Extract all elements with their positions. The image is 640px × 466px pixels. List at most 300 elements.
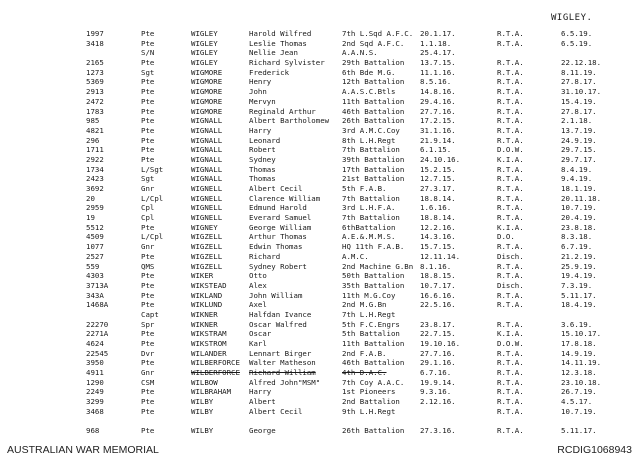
roll-row <box>0 68 640 78</box>
fate: R.T.A. <box>497 184 524 193</box>
given-names: John <box>249 87 267 97</box>
fate-date: 9.4.19. <box>561 174 593 184</box>
surname: WIGNELL <box>191 203 223 213</box>
fate-date: 29.7.15. <box>561 145 597 155</box>
service-number: 1273 <box>86 67 104 77</box>
fate-date: 14.11.19. <box>561 358 602 368</box>
roll-row <box>0 368 640 378</box>
given-names: Albert <box>249 397 276 407</box>
enlistment-date: 27.7.16. <box>420 348 456 358</box>
surname: WIKSTEAD <box>191 280 227 290</box>
enlistment-date: 27.3.17. <box>420 184 456 193</box>
enlistment-date: 25.4.17. <box>420 48 456 58</box>
unit: 17th Battalion <box>342 164 405 174</box>
fate: R.T.A. <box>497 29 524 38</box>
roll-row <box>0 310 640 320</box>
enlistment-date: 16.6.16. <box>420 290 456 300</box>
fate-date: 10.7.19. <box>561 203 597 213</box>
fate-date: 21.2.19. <box>561 251 597 261</box>
enlistment-date: 12.11.14. <box>420 251 461 261</box>
fate-date: 15.10.17. <box>561 329 602 339</box>
service-number: 4821 <box>86 125 104 135</box>
roll-row <box>0 87 640 97</box>
service-number: 1997 <box>86 29 104 38</box>
service-number: 22545 <box>86 348 109 358</box>
unit: 5th Battalion <box>342 329 400 339</box>
roll-row <box>0 126 640 136</box>
unit: 7th Battalion <box>342 193 400 203</box>
rank: Pte <box>141 426 155 436</box>
surname: WIGNEY <box>191 222 218 232</box>
nominal-roll <box>0 29 640 436</box>
surname: WIGNALL <box>191 174 223 184</box>
rank: Sgt <box>141 67 155 77</box>
given-names: Walter Matheson <box>249 358 316 368</box>
enlistment-date: 6.7.16. <box>420 368 452 378</box>
rank: Pte <box>141 96 155 106</box>
service-number: 559 <box>86 261 100 271</box>
enlistment-date: 29.4.16. <box>420 96 456 106</box>
roll-row <box>0 281 640 291</box>
given-names: Albert Cecil <box>249 406 303 416</box>
service-number: 985 <box>86 116 100 126</box>
surname: WIGNELL <box>191 184 223 193</box>
roll-row <box>0 397 640 407</box>
roll-row <box>0 165 640 175</box>
unit: 21st Battalion <box>342 174 405 184</box>
service-number: 2959 <box>86 203 104 213</box>
enlistment-date: 11.1.16. <box>420 67 456 77</box>
fate-date: 10.7.19. <box>561 406 597 416</box>
unit: 2nd Machine G.Bn <box>342 261 414 271</box>
given-names: Thomas <box>249 174 276 184</box>
fate-date: 23.10.18. <box>561 377 602 387</box>
service-number: 3713A <box>86 280 109 290</box>
given-names: Robert <box>249 145 276 155</box>
given-names: Alex <box>249 280 267 290</box>
roll-row <box>0 29 640 39</box>
service-number: 3418 <box>86 38 104 48</box>
enlistment-date: 22.5.16. <box>420 300 456 310</box>
enlistment-date: 31.1.16. <box>420 125 456 135</box>
unit: 29th Battalion <box>342 58 405 68</box>
roll-row <box>0 252 640 262</box>
fate-date: 5.11.17. <box>561 290 597 300</box>
unit: 26th Battalion <box>342 426 405 436</box>
fate: D.O.W. <box>497 145 524 155</box>
service-number: 3950 <box>86 358 104 368</box>
fate: Disch. <box>497 280 524 290</box>
rank: Pte <box>141 387 155 397</box>
fate-date: 7.3.19. <box>561 280 593 290</box>
service-number: 2423 <box>86 174 104 184</box>
given-names: Otto <box>249 271 267 281</box>
rank: Pte <box>141 251 155 261</box>
fate-date: 2.1.18. <box>561 116 593 126</box>
roll-row <box>0 262 640 272</box>
surname: WIGNALL <box>191 164 223 174</box>
fate-date: 18.1.19. <box>561 184 597 193</box>
enlistment-date: 19.10.16. <box>420 339 461 348</box>
unit: 35th Battalion <box>342 280 405 290</box>
fate: R.T.A. <box>497 290 524 300</box>
roll-row <box>0 232 640 242</box>
given-names: Harold Wilfred <box>249 29 312 38</box>
unit: 50th Battalion <box>342 271 405 281</box>
unit: 11th Battalion <box>342 96 405 106</box>
enlistment-date: 10.7.17. <box>420 280 456 290</box>
fate: R.T.A. <box>497 348 524 358</box>
given-names: Edmund Harold <box>249 203 307 213</box>
service-number: 2913 <box>86 87 104 97</box>
fate-date: 25.9.19. <box>561 261 597 271</box>
surname: WIKLAND <box>191 290 223 300</box>
fate-date: 29.7.17. <box>561 154 597 164</box>
roll-row <box>0 39 640 49</box>
fate-date: 12.3.18. <box>561 368 597 378</box>
fate: R.T.A. <box>497 135 524 145</box>
fate: R.T.A. <box>497 193 524 203</box>
given-names: Reginald Arthur <box>249 106 316 116</box>
roll-row <box>0 223 640 233</box>
given-names: George William <box>249 222 312 232</box>
fate: R.T.A. <box>497 358 524 368</box>
given-names: Richard William <box>249 368 316 378</box>
surname: WIKSTROM <box>191 339 227 348</box>
fate-date: 18.4.19. <box>561 300 597 310</box>
rank: Pte <box>141 116 155 126</box>
rank: Pte <box>141 300 155 310</box>
rank: Pte <box>141 106 155 116</box>
surname: WIGNALL <box>191 135 223 145</box>
unit: 11th M.G.Coy <box>342 290 396 300</box>
surname: WIGZELL <box>191 251 223 261</box>
service-number: 4911 <box>86 368 104 378</box>
service-number: 1711 <box>86 145 104 155</box>
fate: R.T.A. <box>497 368 524 378</box>
service-number: 1468A <box>86 300 109 310</box>
service-number: 968 <box>86 426 100 436</box>
roll-row <box>0 107 640 117</box>
enlistment-date: 2.12.16. <box>420 397 456 407</box>
roll-row <box>0 378 640 388</box>
rank: Pte <box>141 280 155 290</box>
fate-date: 27.8.17. <box>561 77 597 87</box>
enlistment-date: 18.8.15. <box>420 271 456 281</box>
roll-row <box>0 58 640 68</box>
given-names: Karl <box>249 339 267 348</box>
roll-row <box>0 349 640 359</box>
rank: Pte <box>141 29 155 38</box>
surname: WILBERFORCE <box>191 358 240 368</box>
roll-row <box>0 329 640 339</box>
fate: R.T.A. <box>497 67 524 77</box>
surname: WIGNALL <box>191 116 223 126</box>
surname: WIGNALL <box>191 125 223 135</box>
fate-date: 20.4.19. <box>561 213 597 223</box>
surname: WIKNER <box>191 309 218 319</box>
surname: WIGMORE <box>191 106 223 116</box>
rank: Pte <box>141 290 155 300</box>
fate: R.T.A. <box>497 116 524 126</box>
unit: 7th L.Sqd A.F.C. <box>342 29 414 38</box>
fate: Disch. <box>497 251 524 261</box>
rank: Dvr <box>141 348 155 358</box>
rank: Cpl <box>141 203 155 213</box>
service-number: 3299 <box>86 397 104 407</box>
unit: A.A.S.C.Btls <box>342 87 396 97</box>
given-names: Henry <box>249 77 272 87</box>
enlistment-date: 21.9.14. <box>420 135 456 145</box>
roll-row <box>0 194 640 204</box>
given-names: Arthur Thomas <box>249 232 307 242</box>
fate: D.O.W. <box>497 339 524 348</box>
enlistment-date: 1.6.16. <box>420 203 452 213</box>
unit: 8th L.H.Regt <box>342 135 396 145</box>
fate-date: 8.11.19. <box>561 67 597 77</box>
service-number: 1290 <box>86 377 104 387</box>
rank: Capt <box>141 309 159 319</box>
unit: 12th Battalion <box>342 77 405 87</box>
fate: R.T.A. <box>497 242 524 252</box>
surname: WIGNALL <box>191 154 223 164</box>
rank: QMS <box>141 261 155 271</box>
given-names: Albert Cecil <box>249 184 303 193</box>
fate-date: 15.4.19. <box>561 96 597 106</box>
fate-date: 6.7.19. <box>561 242 593 252</box>
rank: Gnr <box>141 184 155 193</box>
given-names: Oscar Walfred <box>249 319 307 329</box>
roll-row <box>0 155 640 165</box>
page-heading: WIGLEY. <box>551 13 593 23</box>
given-names: Everard Samuel <box>249 213 312 223</box>
fate: R.T.A. <box>497 125 524 135</box>
enlistment-date: 19.9.14. <box>420 377 456 387</box>
given-names: Oscar <box>249 329 272 339</box>
rank: CSM <box>141 377 155 387</box>
unit: HQ 11th F.A.B. <box>342 242 405 252</box>
enlistment-date: 22.7.15. <box>420 329 456 339</box>
surname: WIGNELL <box>191 193 223 203</box>
fate: R.T.A. <box>497 164 524 174</box>
unit: A.E.&.M.M.S. <box>342 232 396 242</box>
service-number: 3468 <box>86 406 104 416</box>
fate-date: 4.5.17. <box>561 397 593 407</box>
fate-date: 8.3.18. <box>561 232 593 242</box>
given-names: Alfred John"MSM" <box>249 377 321 387</box>
fate-date: 20.11.18. <box>561 193 602 203</box>
surname: WIGMORE <box>191 96 223 106</box>
rank: L/Sgt <box>141 164 164 174</box>
unit: 5th F.C.Engrs <box>342 319 400 329</box>
unit: 7th Battalion <box>342 213 400 223</box>
roll-row <box>0 339 640 349</box>
service-number: 2922 <box>86 154 104 164</box>
fate-date: 23.8.18. <box>561 222 597 232</box>
unit: 46th Battalion <box>342 106 405 116</box>
rank: Pte <box>141 222 155 232</box>
fate-date: 19.4.19. <box>561 271 597 281</box>
enlistment-date: 15.7.15. <box>420 242 456 252</box>
service-number: 2527 <box>86 251 104 261</box>
roll-row <box>0 213 640 223</box>
unit: 46th Battalion <box>342 358 405 368</box>
rank: Pte <box>141 154 155 164</box>
service-number: 2249 <box>86 387 104 397</box>
rank: Gnr <box>141 368 155 378</box>
rank: Pte <box>141 145 155 155</box>
fate-date: 17.8.18. <box>561 339 597 348</box>
roll-row <box>0 271 640 281</box>
enlistment-date: 9.3.16. <box>420 387 452 397</box>
enlistment-date: 18.8.14. <box>420 213 456 223</box>
fate: R.T.A. <box>497 300 524 310</box>
surname: WIGZELL <box>191 242 223 252</box>
archive-credit: AUSTRALIAN WAR MEMORIAL <box>7 444 159 456</box>
given-names: Harry <box>249 125 272 135</box>
rank: Pte <box>141 406 155 416</box>
rank: Pte <box>141 58 155 68</box>
enlistment-date: 20.1.17. <box>420 29 456 38</box>
enlistment-date: 27.7.16. <box>420 106 456 116</box>
unit: 2nd Sqd A.F.C. <box>342 38 405 48</box>
rank: Pte <box>141 77 155 87</box>
unit: 7th Battalion <box>342 145 400 155</box>
given-names: Richard Sylvister <box>249 58 325 68</box>
roll-row <box>0 48 640 58</box>
unit: 9th L.H.Regt <box>342 406 396 416</box>
roll-row <box>0 426 640 436</box>
enlistment-date: 12.7.15. <box>420 174 456 184</box>
given-names: Albert Bartholomew <box>249 116 330 126</box>
unit: 1st Pioneers <box>342 387 396 397</box>
fate-date: 24.9.19. <box>561 135 597 145</box>
given-names: Nellie Jean <box>249 48 298 58</box>
enlistment-date: 12.2.16. <box>420 222 456 232</box>
rank: Pte <box>141 135 155 145</box>
roll-row <box>0 136 640 146</box>
surname: WIKLUND <box>191 300 223 310</box>
service-number: 4624 <box>86 339 104 348</box>
surname: WILBERFORCE <box>191 368 240 378</box>
unit: 5th F.A.B. <box>342 184 387 193</box>
fate: R.T.A. <box>497 58 524 68</box>
rank: Pte <box>141 87 155 97</box>
enlistment-date: 29.1.16. <box>420 358 456 368</box>
roll-row <box>0 116 640 126</box>
surname: WIGZELL <box>191 261 223 271</box>
surname: WIGNALL <box>191 145 223 155</box>
given-names: Frederick <box>249 67 290 77</box>
roll-row <box>0 387 640 397</box>
unit: A.A.N.S. <box>342 48 378 58</box>
rank: Pte <box>141 339 155 348</box>
fate-date: 22.12.18. <box>561 58 602 68</box>
fate-date: 8.4.19. <box>561 164 593 174</box>
rank: Cpl <box>141 213 155 223</box>
given-names: Richard <box>249 251 281 261</box>
service-number: 2472 <box>86 96 104 106</box>
enlistment-date: 18.8.14. <box>420 193 456 203</box>
surname: WIGMORE <box>191 87 223 97</box>
unit: 39th Battalion <box>342 154 405 164</box>
unit: A.M.C. <box>342 251 369 261</box>
fate: R.T.A. <box>497 96 524 106</box>
fate: R.T.A. <box>497 271 524 281</box>
surname: WIGMORE <box>191 67 223 77</box>
rank: L/Cpl <box>141 232 164 242</box>
roll-row <box>0 77 640 87</box>
service-number: 1783 <box>86 106 104 116</box>
unit: 3rd A.M.C.Coy <box>342 125 400 135</box>
surname: WIGLEY <box>191 29 218 38</box>
rank: Pte <box>141 271 155 281</box>
rank: Pte <box>141 125 155 135</box>
roll-row <box>0 203 640 213</box>
surname: WIGNELL <box>191 213 223 223</box>
fate: R.T.A. <box>497 377 524 387</box>
enlistment-date: 13.7.15. <box>420 58 456 68</box>
given-names: John William <box>249 290 303 300</box>
service-number: 1734 <box>86 164 104 174</box>
rank: Gnr <box>141 242 155 252</box>
roll-row <box>0 174 640 184</box>
unit: 11th Battalion <box>342 339 405 348</box>
given-names: Mervyn <box>249 96 276 106</box>
surname: WILBY <box>191 397 214 407</box>
unit: 2nd M.G.Bn <box>342 300 387 310</box>
fate: R.T.A. <box>497 213 524 223</box>
fate: R.T.A. <box>497 426 524 436</box>
fate: R.T.A. <box>497 38 524 48</box>
service-number: 22270 <box>86 319 109 329</box>
surname: WILBY <box>191 426 214 436</box>
record-id: RCDIG1068943 <box>557 444 632 456</box>
service-number: 4303 <box>86 271 104 281</box>
surname: WILANDER <box>191 348 227 358</box>
given-names: Lennart Birger <box>249 348 312 358</box>
rank: Pte <box>141 329 155 339</box>
fate: R.T.A. <box>497 387 524 397</box>
given-names: Leonard <box>249 135 281 145</box>
fate: R.T.A. <box>497 397 524 407</box>
unit: 2nd F.A.B. <box>342 348 387 358</box>
roll-row <box>0 358 640 368</box>
roll-row <box>0 97 640 107</box>
service-number: 19 <box>86 213 95 223</box>
unit: 4th D.A.C. <box>342 368 387 378</box>
roll-row <box>0 291 640 301</box>
surname: WIKNER <box>191 319 218 329</box>
fate-date: 6.5.19. <box>561 29 593 38</box>
surname: WILBRAHAM <box>191 387 232 397</box>
enlistment-date: 17.2.15. <box>420 116 456 126</box>
fate: R.T.A. <box>497 87 524 97</box>
enlistment-date: 27.3.16. <box>420 426 456 436</box>
unit: 3rd L.H.F.A. <box>342 203 396 213</box>
service-number: 296 <box>86 135 100 145</box>
enlistment-date: 1.1.18. <box>420 38 452 48</box>
fate: R.T.A. <box>497 106 524 116</box>
enlistment-date: 6.1.15. <box>420 145 452 155</box>
fate: K.I.A. <box>497 329 524 339</box>
unit: 6thBattalion <box>342 222 396 232</box>
roll-row <box>0 407 640 417</box>
given-names: Sydney <box>249 154 276 164</box>
enlistment-date: 23.8.17. <box>420 319 456 329</box>
fate: R.T.A. <box>497 261 524 271</box>
roll-row <box>0 242 640 252</box>
